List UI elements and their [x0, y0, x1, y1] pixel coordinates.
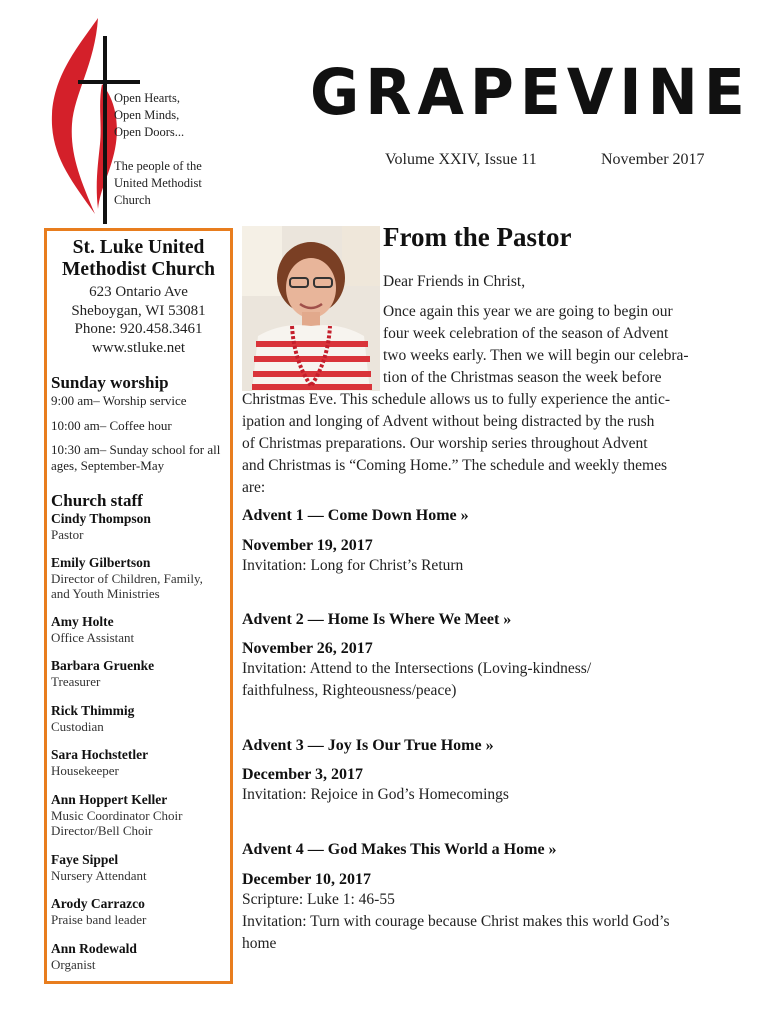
address-street: 623 Ontario Ave	[89, 284, 188, 300]
advent-heading[interactable]: Advent 1 — Come Down Home »	[242, 507, 469, 524]
advent-heading[interactable]: Advent 3 — Joy Is Our True Home »	[242, 737, 494, 754]
article-paragraph-top	[383, 301, 728, 389]
staff-name: Rick Thimmig	[51, 702, 135, 718]
staff-role: Treasurer	[51, 674, 101, 689]
staff-name: Emily Gilbertson	[51, 554, 151, 570]
staff-role: Music Coordinator Choir Director/Bell Choir	[51, 807, 183, 838]
staff-member	[51, 896, 230, 928]
staff-name: Barbara Gruenke	[51, 658, 155, 673]
staff-member	[51, 852, 230, 884]
staff-role: Organist	[51, 956, 96, 972]
advent-line: Scripture: Luke 1: 46-55	[242, 891, 395, 908]
church-address	[47, 283, 230, 357]
issue-volume: Volume XXIV, Issue 11	[385, 151, 537, 168]
staff-role: Director of Children, Family, and Youth Ministries	[51, 570, 203, 601]
advent-line: Invitation: Attend to the Intersections (Loving-kindness/	[242, 660, 592, 677]
staff-member	[51, 511, 230, 543]
worship-item: 10:00 am– Coffee hour	[51, 417, 172, 433]
advent-heading[interactable]: Advent 2 — Home Is Where We Meet »	[242, 611, 512, 628]
advent-week-2	[242, 611, 728, 702]
sidebar-box	[44, 228, 233, 984]
tagline-line: Open Hearts,	[114, 91, 180, 105]
advent-week-3	[242, 737, 728, 806]
staff-name: Arody Carrazco	[51, 896, 145, 911]
staff-member	[51, 658, 230, 690]
issue-date: November 2017	[601, 151, 705, 168]
worship-list	[51, 393, 230, 473]
masthead-title: GRAPEVINE	[310, 56, 751, 130]
advent-line: faithfulness, Righteousness/peace)	[242, 682, 457, 699]
advent-line: Invitation: Rejoice in God’s Homecomings	[242, 786, 509, 803]
advent-line: home	[242, 935, 277, 952]
tagline-line: Open Doors...	[114, 125, 185, 139]
church-phone: Phone: 920.458.3461	[74, 321, 203, 337]
address-city: Sheboygan, WI 53081	[71, 302, 206, 319]
staff-role: Office Assistant	[51, 629, 135, 645]
advent-date: November 26, 2017	[242, 640, 373, 657]
advent-week-1	[242, 507, 728, 577]
tagline-line: Open Minds,	[114, 108, 180, 122]
staff-role: Custodian	[51, 718, 104, 734]
article-paragraph-bottom	[242, 389, 728, 499]
tagline-line: United Methodist	[114, 176, 202, 190]
church-name-line: St. Luke United	[72, 237, 205, 258]
advent-date: December 10, 2017	[242, 871, 371, 888]
article-title: From the Pastor	[383, 222, 572, 252]
church-website[interactable]: www.stluke.net	[91, 339, 186, 356]
staff-member	[51, 614, 230, 646]
paragraph-line: of Christmas preparations. Our worship series throughout Advent	[242, 435, 648, 452]
pastor-photo	[242, 226, 380, 391]
paragraph-line: Once again this year we are going to begin our	[383, 303, 673, 320]
paragraph-line: tion of the Christmas season the week before	[383, 369, 662, 386]
staff-role: Nursery Attendant	[51, 867, 147, 883]
advent-week-4	[242, 841, 728, 955]
worship-item: 9:00 am– Worship service	[51, 393, 187, 408]
staff-name: Faye Sippel	[51, 851, 119, 867]
worship-heading: Sunday worship	[51, 373, 169, 392]
staff-name: Amy Holte	[51, 613, 114, 629]
paragraph-line: Christmas Eve. This schedule allows us to fully experience the antic-	[242, 391, 671, 408]
paragraph-line: are:	[242, 479, 266, 496]
paragraph-line: four week celebration of the season of Advent	[383, 325, 669, 342]
tagline-line: The people of the	[114, 159, 202, 173]
advent-heading[interactable]: Advent 4 — God Makes This World a Home »	[242, 841, 557, 858]
staff-member	[51, 703, 230, 735]
paragraph-line: ipation and longing of Advent without being distracted by the rush	[242, 413, 655, 430]
staff-name: Ann Rodewald	[51, 940, 137, 956]
tagline-line: Church	[114, 193, 151, 207]
paragraph-line: two weeks early. Then we will begin our celebra-	[383, 347, 689, 364]
staff-name: Ann Hoppert Keller	[51, 791, 168, 807]
staff-role: Praise band leader	[51, 912, 147, 927]
advent-date: November 19, 2017	[242, 537, 373, 554]
tagline	[114, 90, 244, 209]
staff-member	[51, 941, 230, 973]
article-greeting: Dear Friends in Christ,	[383, 273, 526, 290]
staff-member	[51, 747, 230, 779]
staff-role: Pastor	[51, 527, 84, 542]
church-name	[47, 237, 230, 281]
paragraph-line: and Christmas is “Coming Home.” The schedule and weekly themes	[242, 457, 668, 474]
staff-role: Housekeeper	[51, 763, 119, 778]
worship-item: 10:30 am– Sunday school for all ages, September-May	[51, 442, 221, 473]
staff-member	[51, 555, 230, 602]
staff-name: Sara Hochstetler	[51, 747, 149, 762]
advent-date: December 3, 2017	[242, 766, 363, 783]
staff-member	[51, 792, 230, 839]
church-name-line: Methodist Church	[62, 259, 215, 280]
advent-line: Invitation: Turn with courage because Christ makes this world God’s	[242, 913, 670, 930]
staff-list	[51, 511, 230, 972]
advent-line: Invitation: Long for Christ’s Return	[242, 557, 464, 574]
staff-name: Cindy Thompson	[51, 511, 151, 526]
staff-heading: Church staff	[51, 491, 143, 510]
